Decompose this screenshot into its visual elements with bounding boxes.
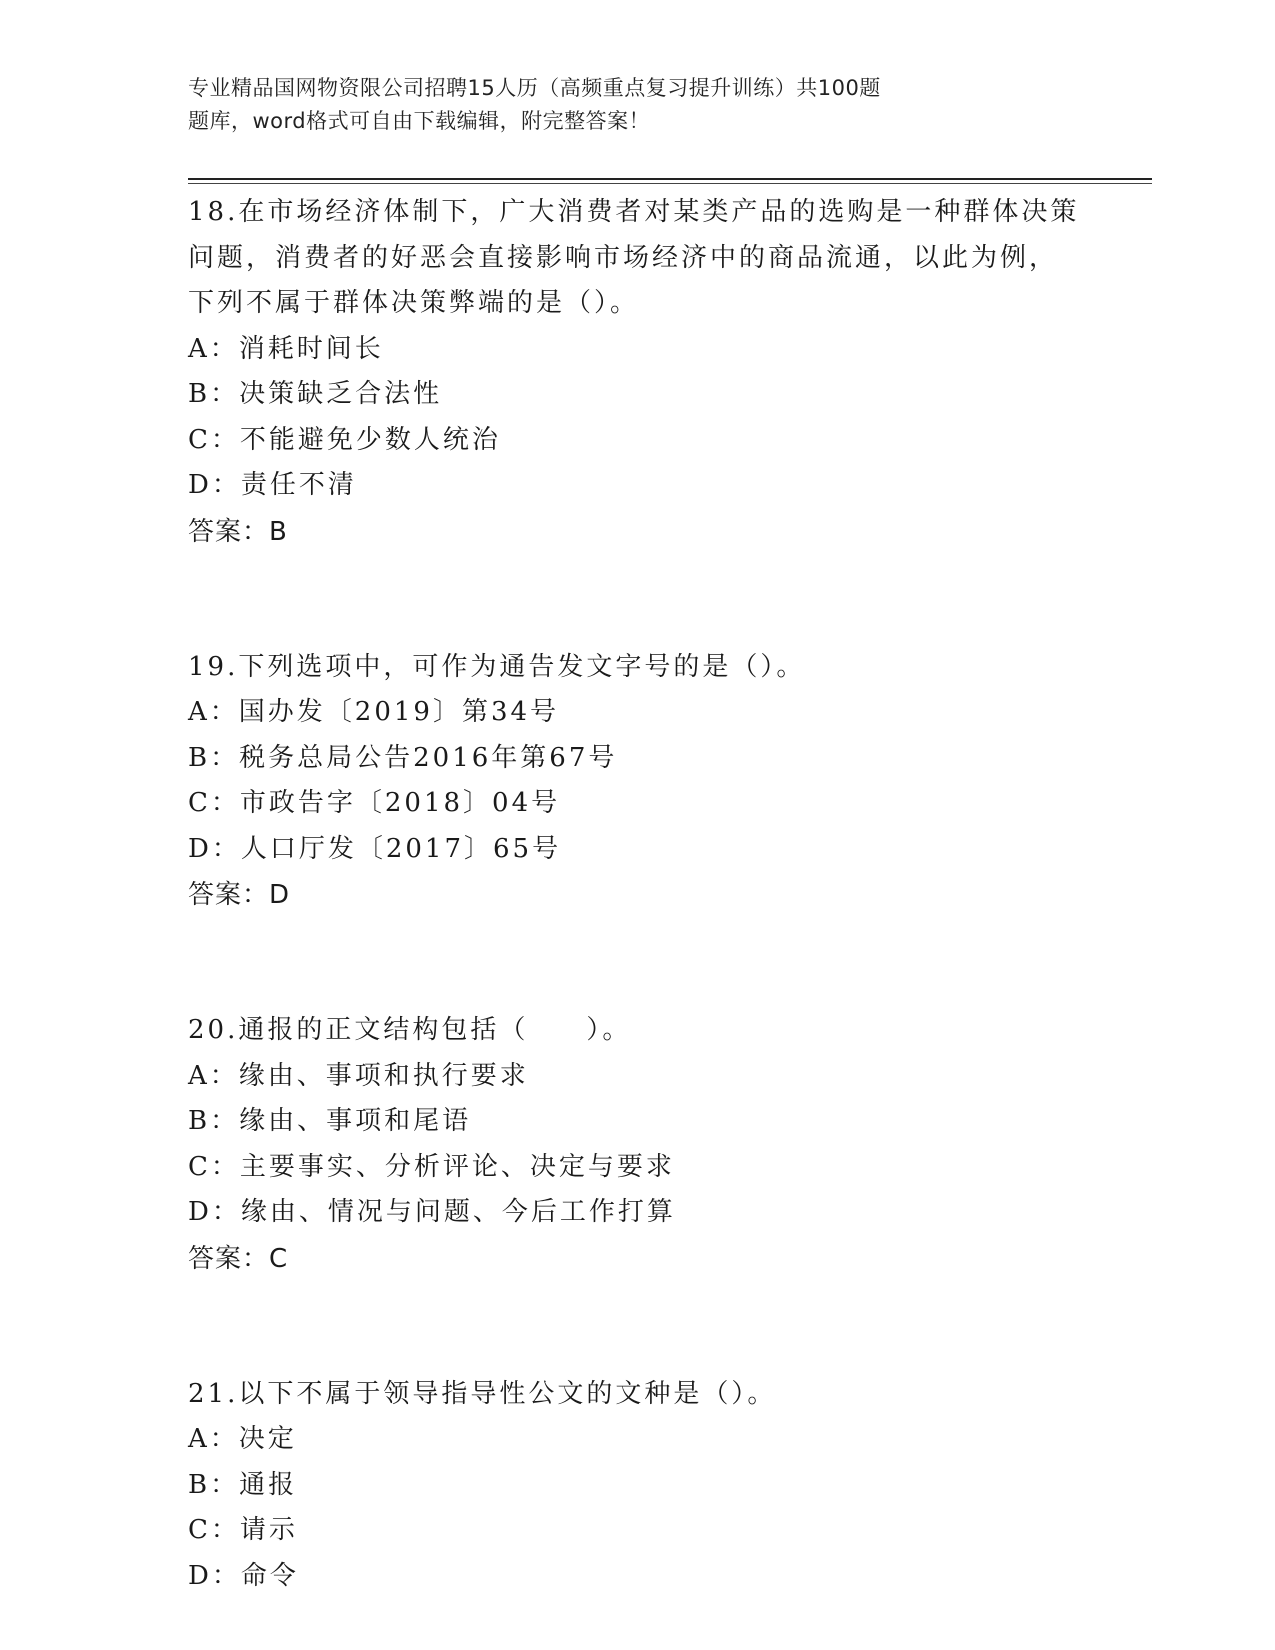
answer: 答案：D — [188, 880, 291, 910]
stem-line: 19.下列选项中，可作为通告发文字号的是（）。 — [188, 651, 806, 682]
option-d: D：人口厅发〔2017〕65号 — [188, 833, 562, 864]
answer: 答案：C — [188, 1243, 289, 1274]
option-b: B：通报 — [188, 1469, 298, 1500]
option-b: B：决策缺乏合法性 — [188, 379, 443, 409]
question-stem — [188, 645, 1148, 691]
stem-line: 下列不属于群体决策弊端的是（）。 — [188, 288, 640, 318]
option-b: B：缘由、事项和尾语 — [188, 1106, 472, 1136]
option-d: D：命令 — [188, 1560, 299, 1591]
question-list — [188, 190, 1148, 1599]
header-rule-thin — [188, 183, 1152, 184]
stem-line: 21.以下不属于领导指导性公文的文种是（）。 — [188, 1378, 777, 1409]
document-header — [188, 72, 1048, 138]
header-rule-thick — [188, 178, 1152, 180]
question-21 — [188, 1372, 1148, 1600]
question-stem — [188, 1372, 1148, 1418]
option-a: A：决定 — [188, 1424, 297, 1454]
option-b: B：税务总局公告2016年第67号 — [188, 742, 618, 773]
option-c: C：市政告字〔2018〕04号 — [188, 788, 561, 818]
stem-line: 20.通报的正文结构包括（ ）。 — [188, 1015, 632, 1045]
option-c: C：主要事实、分析评论、决定与要求 — [188, 1151, 675, 1182]
header-line-2: 题库，word格式可自由下载编辑，附完整答案！ — [188, 109, 651, 133]
stem-line: 问题，消费者的好恶会直接影响市场经济中的商品流通，以此为例， — [188, 242, 1059, 273]
question-stem — [188, 1008, 1148, 1054]
header-line-1: 专业精品国网物资限公司招聘15人历（高频重点复习提升训练）共100题 — [188, 76, 881, 100]
option-a: A：国办发〔2019〕第34号 — [188, 697, 560, 727]
question-stem — [188, 190, 1148, 327]
stem-line: 18.在市场经济体制下，广大消费者对某类产品的选购是一种群体决策 — [188, 197, 1080, 227]
option-c: C：不能避免少数人统治 — [188, 424, 501, 455]
option-d: D：责任不清 — [188, 470, 357, 500]
option-a: A：消耗时间长 — [188, 333, 384, 364]
option-a: A：缘由、事项和执行要求 — [188, 1060, 529, 1091]
question-20 — [188, 1008, 1148, 1282]
question-19 — [188, 645, 1148, 919]
option-d: D：缘由、情况与问题、今后工作打算 — [188, 1197, 676, 1227]
question-18 — [188, 190, 1148, 555]
answer: 答案：B — [188, 516, 288, 547]
option-c: C：请示 — [188, 1515, 298, 1545]
